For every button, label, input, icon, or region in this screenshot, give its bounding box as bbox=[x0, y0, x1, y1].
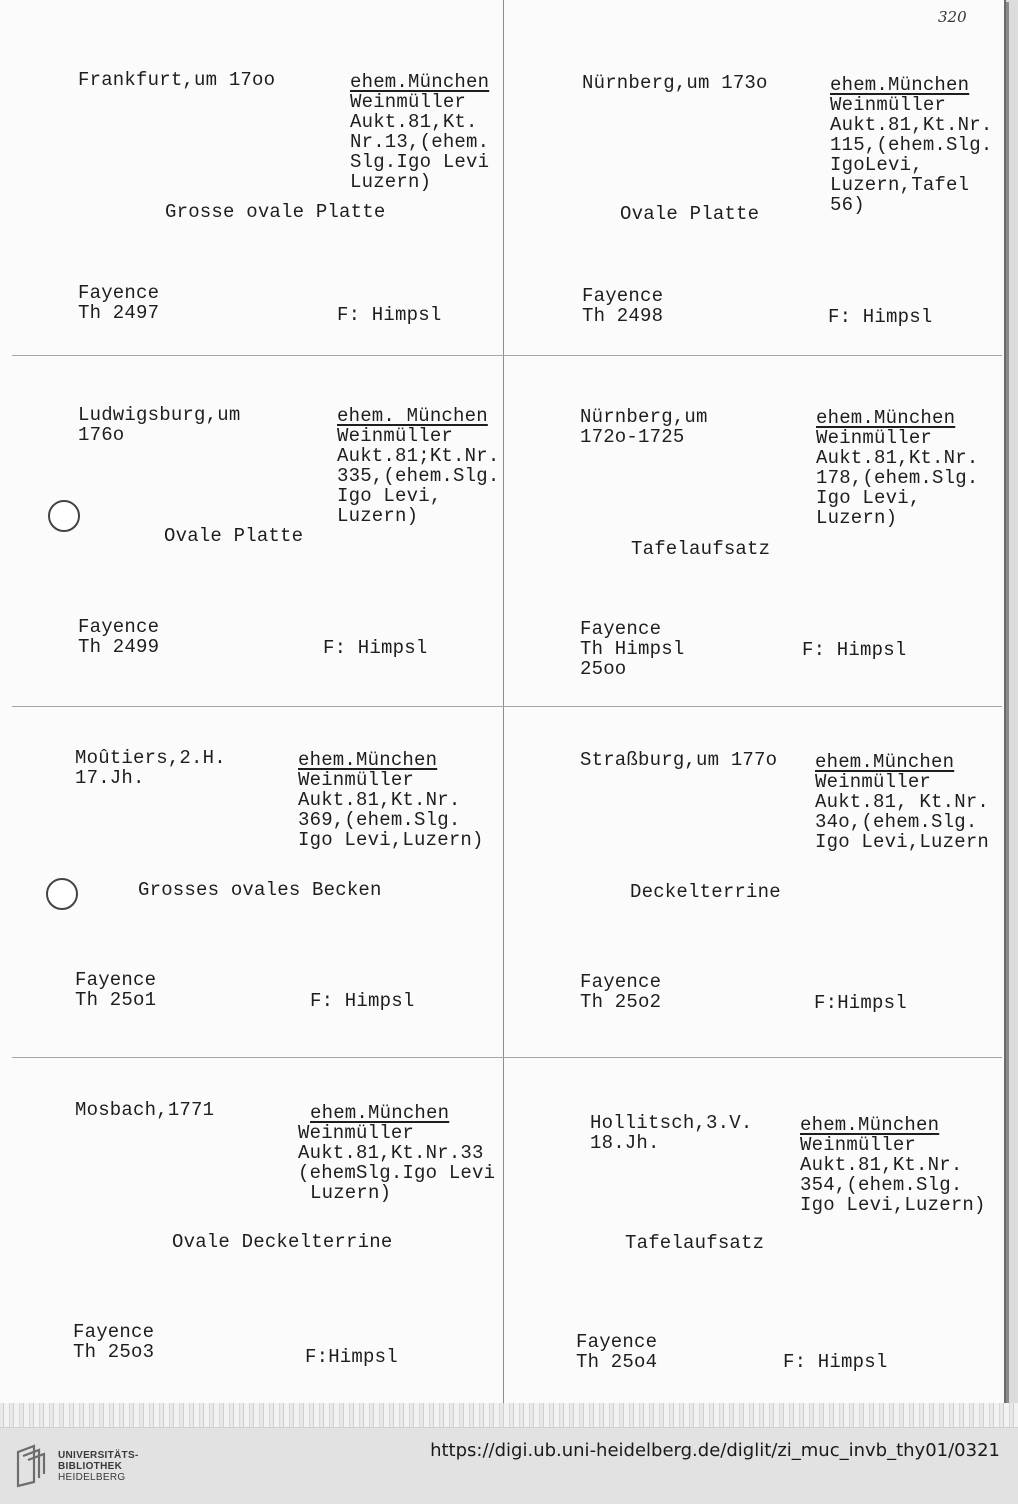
card-object: Tafelaufsatz bbox=[631, 538, 771, 560]
card-provenance-line: Aukt.81,Kt.Nr.33 bbox=[298, 1142, 484, 1164]
card-provenance-line: Luzern) bbox=[310, 1182, 392, 1204]
punch-hole bbox=[46, 878, 78, 910]
card-provenance-line: Weinmüller bbox=[816, 427, 933, 449]
row-divider bbox=[12, 355, 1002, 356]
card-provenance-head: ehem.München bbox=[816, 407, 956, 429]
card-inventory-number: Th 25o1 bbox=[75, 989, 157, 1011]
card-provenance-line: Weinmüller bbox=[350, 91, 467, 113]
library-name-line: BIBLIOTHEK bbox=[58, 1461, 123, 1472]
card-provenance-line: Aukt.81,Kt. bbox=[350, 111, 478, 133]
card-object: Deckelterrine bbox=[630, 881, 781, 903]
card-provenance-line: Aukt.81,Kt.Nr. bbox=[816, 447, 979, 469]
card-photographer: F: Himpsl bbox=[337, 304, 442, 326]
card-object: Ovale Platte bbox=[164, 525, 304, 547]
card-provenance-line: Weinmüller bbox=[337, 425, 454, 447]
card-object: Ovale Platte bbox=[620, 203, 760, 225]
card-provenance-line: 115,(ehem.Slg. bbox=[830, 134, 993, 156]
card-object: Ovale Deckelterrine bbox=[172, 1231, 393, 1253]
card-place: Ludwigsburg,um bbox=[78, 404, 241, 426]
card-provenance-line: Aukt.81;Kt.Nr. bbox=[337, 445, 500, 467]
card-inventory-number: Th 2499 bbox=[78, 636, 160, 658]
card-provenance-line: Weinmüller bbox=[800, 1134, 917, 1156]
card-provenance-head: ehem.München bbox=[350, 71, 490, 93]
column-divider bbox=[503, 0, 504, 1403]
card-provenance-line: 354,(ehem.Slg. bbox=[800, 1174, 963, 1196]
card-inventory-number: Th 25o2 bbox=[580, 991, 662, 1013]
card-provenance-line: Aukt.81, Kt.Nr. bbox=[815, 791, 990, 813]
card-object: Grosse ovale Platte bbox=[165, 201, 386, 223]
viewer-footer bbox=[0, 1427, 1018, 1504]
card-provenance-line: Weinmüller bbox=[830, 94, 947, 116]
card-provenance-line: 178,(ehem.Slg. bbox=[816, 467, 979, 489]
card-provenance-line: Aukt.81,Kt.Nr. bbox=[800, 1154, 963, 1176]
row-divider bbox=[12, 1057, 1002, 1058]
card-place: 172o-1725 bbox=[580, 426, 685, 448]
permalink-url[interactable]: https://digi.ub.uni-heidelberg.de/diglit/zi_muc_invb_thy01/0321 bbox=[430, 1440, 1000, 1461]
card-provenance-head: ehem.München bbox=[298, 749, 438, 771]
library-name bbox=[58, 1450, 139, 1483]
card-place: 18.Jh. bbox=[590, 1132, 660, 1154]
card-provenance-line: IgoLevi, bbox=[830, 154, 923, 176]
card-material: Fayence bbox=[576, 1331, 658, 1353]
card-provenance-line: 369,(ehem.Slg. bbox=[298, 809, 461, 831]
card-provenance-line: Luzern) bbox=[350, 171, 432, 193]
card-place: 176o bbox=[78, 424, 125, 446]
card-provenance-line: 34o,(ehem.Slg. bbox=[815, 811, 978, 833]
card-photographer: F: Himpsl bbox=[323, 637, 428, 659]
card-place: Nürnberg,um 173o bbox=[582, 72, 768, 94]
card-object: Tafelaufsatz bbox=[625, 1232, 765, 1254]
card-provenance-line: Weinmüller bbox=[815, 771, 932, 793]
library-name-line: UNIVERSITÄTS- bbox=[58, 1450, 139, 1461]
card-provenance-head: ehem. München bbox=[337, 405, 488, 427]
card-inventory-number: Th 25o3 bbox=[73, 1341, 155, 1363]
card-material: Fayence bbox=[582, 285, 664, 307]
card-material: Fayence bbox=[73, 1321, 155, 1343]
card-provenance-line: Nr.13,(ehem. bbox=[350, 131, 490, 153]
card-object: Grosses ovales Becken bbox=[138, 879, 382, 901]
card-provenance-line: 335,(ehem.Slg. bbox=[337, 465, 500, 487]
card-provenance-line: Weinmüller bbox=[298, 1122, 415, 1144]
library-name-line: HEIDELBERG bbox=[58, 1472, 126, 1483]
page-number: 320 bbox=[938, 8, 967, 26]
card-place: Frankfurt,um 17oo bbox=[78, 69, 276, 91]
card-provenance-line: Igo Levi, bbox=[816, 487, 921, 509]
binding-gutter bbox=[0, 1403, 1018, 1427]
card-provenance-line: Igo Levi,Luzern bbox=[815, 831, 990, 853]
card-provenance-line: Igo Levi, bbox=[337, 485, 442, 507]
card-provenance-head: ehem.München bbox=[815, 751, 955, 773]
punch-hole bbox=[48, 500, 80, 532]
card-provenance-line: Igo Levi,Luzern) bbox=[800, 1194, 986, 1216]
card-inventory-number: 25oo bbox=[580, 658, 627, 680]
card-place: Moûtiers,2.H. bbox=[75, 747, 226, 769]
card-photographer: F: Himpsl bbox=[828, 306, 933, 328]
card-material: Fayence bbox=[78, 282, 160, 304]
card-material: Fayence bbox=[580, 971, 662, 993]
card-photographer: F: Himpsl bbox=[783, 1351, 888, 1373]
card-provenance-line: Igo Levi,Luzern) bbox=[298, 829, 484, 851]
card-inventory-number: Th Himpsl bbox=[580, 638, 685, 660]
library-logo-icon bbox=[12, 1442, 52, 1488]
card-photographer: F:Himpsl bbox=[814, 992, 907, 1014]
card-photographer: F: Himpsl bbox=[802, 639, 907, 661]
card-photographer: F: Himpsl bbox=[310, 990, 415, 1012]
card-place: Mosbach,1771 bbox=[75, 1099, 215, 1121]
card-material: Fayence bbox=[580, 618, 662, 640]
card-provenance-line: Weinmüller bbox=[298, 769, 415, 791]
card-provenance-line: 56) bbox=[830, 194, 865, 216]
card-inventory-number: Th 25o4 bbox=[576, 1351, 658, 1373]
card-material: Fayence bbox=[78, 616, 160, 638]
card-provenance-line: Luzern,Tafel bbox=[830, 174, 970, 196]
card-place: Hollitsch,3.V. bbox=[590, 1112, 753, 1134]
card-provenance-line: Luzern) bbox=[816, 507, 898, 529]
card-material: Fayence bbox=[75, 969, 157, 991]
card-place: Straßburg,um 177o bbox=[580, 749, 778, 771]
card-provenance-line: Luzern) bbox=[337, 505, 419, 527]
card-photographer: F:Himpsl bbox=[305, 1346, 398, 1368]
card-place: Nürnberg,um bbox=[580, 406, 708, 428]
card-provenance-line: Aukt.81,Kt.Nr. bbox=[298, 789, 461, 811]
card-provenance-line: Aukt.81,Kt.Nr. bbox=[830, 114, 993, 136]
card-place: 17.Jh. bbox=[75, 767, 145, 789]
card-provenance-line: (ehemSlg.Igo Levi bbox=[298, 1162, 496, 1184]
card-inventory-number: Th 2498 bbox=[582, 305, 664, 327]
card-inventory-number: Th 2497 bbox=[78, 302, 160, 324]
card-provenance-head: ehem.München bbox=[830, 74, 970, 96]
card-provenance-head: ehem.München bbox=[800, 1114, 940, 1136]
row-divider bbox=[12, 706, 1002, 707]
card-provenance-line: Slg.Igo Levi bbox=[350, 151, 490, 173]
card-provenance-head: ehem.München bbox=[310, 1102, 450, 1124]
